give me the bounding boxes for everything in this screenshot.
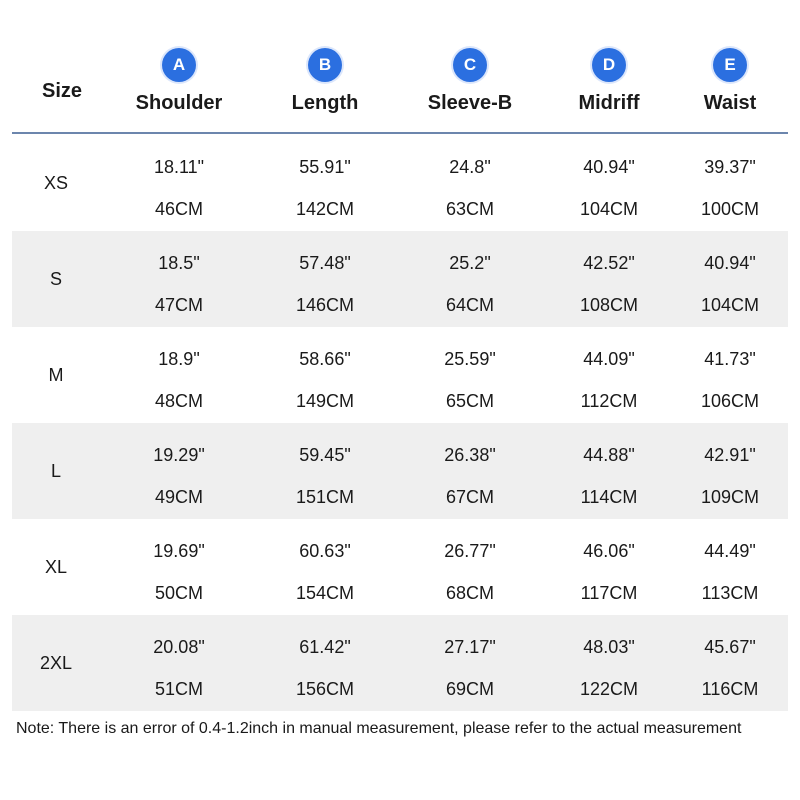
inch-value: 26.38" bbox=[444, 445, 496, 465]
inch-value: 18.5" bbox=[158, 253, 200, 273]
cm-value: 151CM bbox=[295, 487, 355, 507]
shoulder-cell bbox=[104, 423, 254, 519]
table-row bbox=[12, 519, 788, 615]
cm-value: 68CM bbox=[445, 583, 494, 603]
cm-value: 48CM bbox=[154, 391, 203, 411]
cm-value: 50CM bbox=[154, 583, 203, 603]
sleeve-cell bbox=[395, 423, 545, 519]
inch-value: 58.66" bbox=[299, 349, 351, 369]
inch-value: 48.03" bbox=[583, 637, 635, 657]
inch-value: 41.73" bbox=[704, 349, 756, 369]
size-column-header: Size bbox=[41, 80, 83, 102]
inch-value: 44.88" bbox=[583, 445, 635, 465]
cm-value: 69CM bbox=[445, 679, 494, 699]
cm-value: 122CM bbox=[579, 679, 639, 699]
cm-value: 117CM bbox=[580, 583, 638, 603]
inch-value: 40.94" bbox=[583, 157, 635, 177]
inch-value: 61.42" bbox=[299, 637, 351, 657]
length-cell bbox=[250, 519, 400, 615]
waist-cell bbox=[655, 135, 800, 231]
inch-value: 42.91" bbox=[704, 445, 756, 465]
column-header-sleeve bbox=[395, 40, 545, 115]
cm-value: 114CM bbox=[580, 487, 638, 507]
length-cell bbox=[250, 615, 400, 711]
cm-value: 113CM bbox=[701, 583, 759, 603]
measurement-note: Note: There is an error of 0.4-1.2inch in manual measurement, please refer to the actual measurement bbox=[16, 720, 742, 737]
size-label: L bbox=[50, 461, 61, 481]
cm-value: 100CM bbox=[700, 199, 760, 219]
table-row bbox=[12, 615, 788, 711]
cm-value: 146CM bbox=[295, 295, 355, 315]
inch-value: 18.11" bbox=[153, 157, 205, 177]
inch-value: 44.09" bbox=[583, 349, 635, 369]
table-row bbox=[12, 327, 788, 423]
size-label: M bbox=[48, 365, 64, 385]
cm-value: 47CM bbox=[154, 295, 203, 315]
cm-value: 112CM bbox=[580, 391, 638, 411]
cm-value: 154CM bbox=[295, 583, 355, 603]
inch-value: 46.06" bbox=[583, 541, 635, 561]
cm-value: 63CM bbox=[445, 199, 494, 219]
cm-value: 142CM bbox=[295, 199, 355, 219]
sleeve-cell bbox=[395, 135, 545, 231]
inch-value: 44.49" bbox=[704, 541, 756, 561]
cm-value: 116CM bbox=[701, 679, 759, 699]
inch-value: 60.63" bbox=[299, 541, 351, 561]
length-cell bbox=[250, 231, 400, 327]
inch-value: 26.77" bbox=[444, 541, 496, 561]
cm-value: 104CM bbox=[579, 199, 639, 219]
shoulder-cell bbox=[104, 519, 254, 615]
shoulder-cell bbox=[104, 327, 254, 423]
table-header bbox=[12, 40, 788, 132]
length-cell bbox=[250, 423, 400, 519]
cm-value: 108CM bbox=[579, 295, 639, 315]
inch-value: 19.29" bbox=[153, 445, 205, 465]
badge-e: E bbox=[713, 48, 747, 82]
header-divider bbox=[12, 132, 788, 134]
inch-value: 40.94" bbox=[704, 253, 756, 273]
column-label-waist: Waist bbox=[703, 92, 757, 114]
badge-d: D bbox=[592, 48, 626, 82]
size-label: XL bbox=[44, 557, 68, 577]
inch-value: 55.91" bbox=[299, 157, 351, 177]
table-row bbox=[12, 423, 788, 519]
waist-cell bbox=[655, 423, 800, 519]
shoulder-cell bbox=[104, 615, 254, 711]
inch-value: 25.59" bbox=[444, 349, 496, 369]
cm-value: 65CM bbox=[445, 391, 494, 411]
cm-value: 156CM bbox=[295, 679, 355, 699]
inch-value: 59.45" bbox=[299, 445, 351, 465]
waist-cell bbox=[655, 231, 800, 327]
inch-value: 42.52" bbox=[583, 253, 635, 273]
cm-value: 149CM bbox=[295, 391, 355, 411]
inch-value: 20.08" bbox=[153, 637, 205, 657]
waist-cell bbox=[655, 519, 800, 615]
sleeve-cell bbox=[395, 231, 545, 327]
inch-value: 39.37" bbox=[704, 157, 756, 177]
shoulder-cell bbox=[104, 231, 254, 327]
inch-value: 24.8" bbox=[449, 157, 491, 177]
size-label: S bbox=[49, 269, 62, 289]
cm-value: 49CM bbox=[154, 487, 203, 507]
sleeve-cell bbox=[395, 519, 545, 615]
waist-cell bbox=[655, 615, 800, 711]
sleeve-cell bbox=[395, 615, 545, 711]
cm-value: 104CM bbox=[700, 295, 760, 315]
inch-value: 57.48" bbox=[299, 253, 351, 273]
inch-value: 25.2" bbox=[449, 253, 491, 273]
column-header-shoulder bbox=[104, 40, 254, 115]
column-label-length: Length bbox=[291, 92, 359, 114]
cm-value: 64CM bbox=[445, 295, 494, 315]
cm-value: 51CM bbox=[154, 679, 203, 699]
table-row bbox=[12, 231, 788, 327]
size-label: 2XL bbox=[39, 653, 73, 673]
cm-value: 109CM bbox=[700, 487, 760, 507]
cm-value: 67CM bbox=[445, 487, 494, 507]
sleeve-cell bbox=[395, 327, 545, 423]
cm-value: 46CM bbox=[154, 199, 203, 219]
length-cell bbox=[250, 135, 400, 231]
length-cell bbox=[250, 327, 400, 423]
table-body bbox=[12, 135, 788, 711]
cm-value: 106CM bbox=[700, 391, 760, 411]
waist-cell bbox=[655, 327, 800, 423]
badge-b: B bbox=[308, 48, 342, 82]
column-label-sleeve: Sleeve-B bbox=[427, 92, 513, 114]
size-label: XS bbox=[43, 173, 68, 193]
inch-value: 27.17" bbox=[444, 637, 496, 657]
badge-a: A bbox=[162, 48, 196, 82]
table-row bbox=[12, 135, 788, 231]
badge-c: C bbox=[453, 48, 487, 82]
inch-value: 45.67" bbox=[704, 637, 756, 657]
shoulder-cell bbox=[104, 135, 254, 231]
column-label-midriff: Midriff bbox=[578, 92, 640, 114]
inch-value: 18.9" bbox=[158, 349, 200, 369]
column-header-length bbox=[250, 40, 400, 115]
column-header-waist bbox=[655, 40, 800, 115]
inch-value: 19.69" bbox=[153, 541, 205, 561]
column-label-shoulder: Shoulder bbox=[135, 92, 223, 114]
